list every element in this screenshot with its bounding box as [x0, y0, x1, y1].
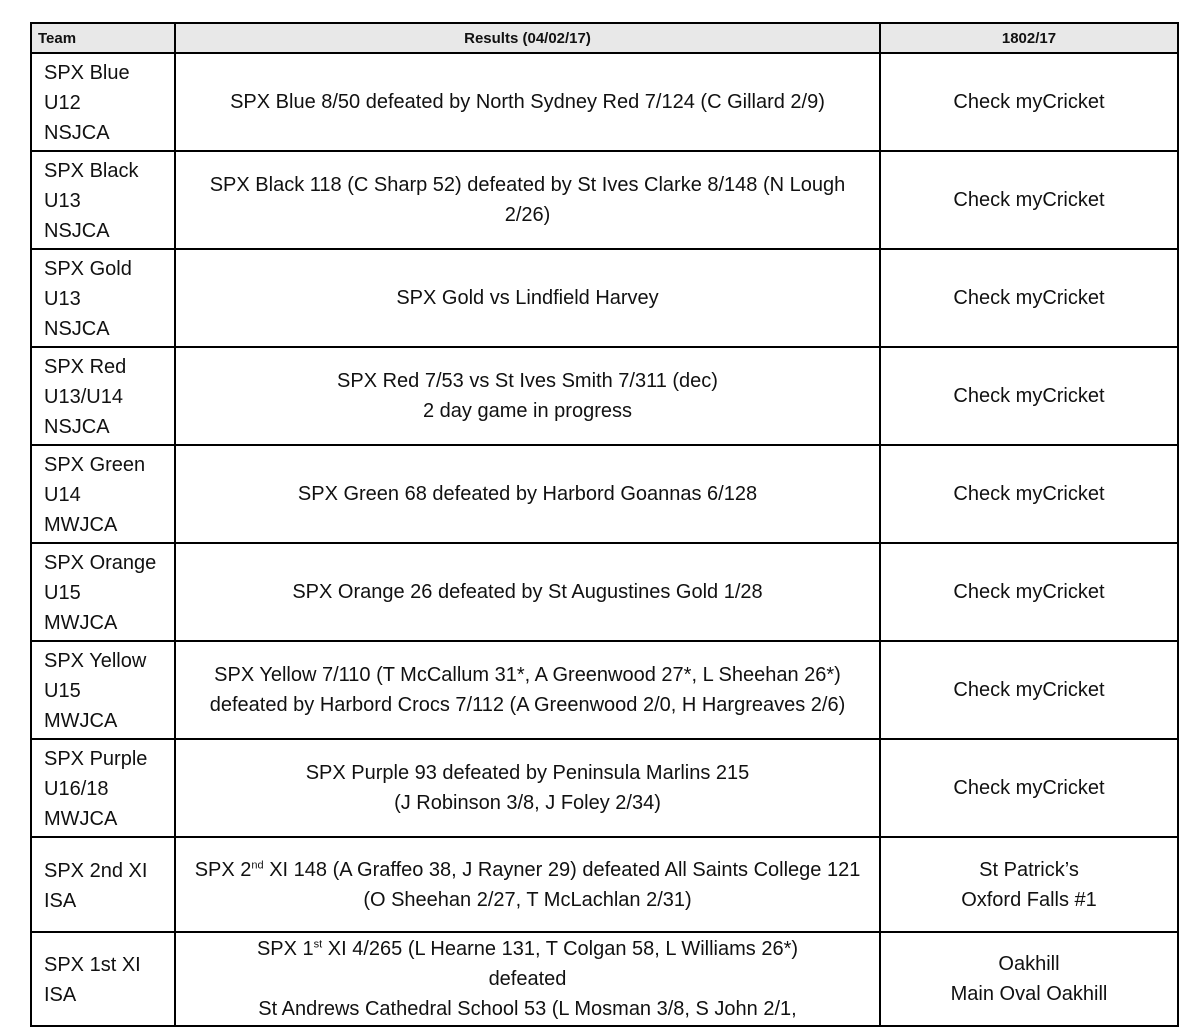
result-prefix: SPX 2	[194, 858, 252, 881]
venue-text: Check myCricket	[953, 483, 1105, 505]
results-table	[30, 22, 1179, 1027]
team-cell	[31, 641, 175, 739]
team-name: SPX Gold	[44, 258, 132, 280]
result-opponent: St Andrews Cathedral School 53 (L Mosman 3/8, S John 2/1,	[258, 998, 797, 1020]
venue-text: Check myCricket	[953, 189, 1105, 211]
venue-name: St Patrick’s	[979, 858, 1079, 881]
team-name: SPX Purple	[44, 748, 148, 770]
team-cell	[31, 151, 175, 249]
venue-cell	[880, 445, 1178, 543]
venue-text: Check myCricket	[953, 91, 1105, 113]
venue-cell	[880, 543, 1178, 641]
next-round-column-header: 1802/17	[880, 23, 1178, 53]
team-association: ISA	[44, 984, 77, 1006]
team-age-group: U14	[44, 484, 81, 506]
team-association: MWJCA	[44, 808, 118, 830]
result-cell	[175, 837, 880, 932]
venue-ground: Main Oval Oakhill	[950, 983, 1108, 1005]
team-cell	[31, 249, 175, 347]
team-name: SPX 1st XI	[44, 954, 141, 976]
team-cell	[31, 347, 175, 445]
results-column-header: Results (04/02/17)	[175, 23, 880, 53]
result-cell	[175, 932, 880, 1026]
venue-cell	[880, 249, 1178, 347]
result-verb: defeated	[488, 968, 567, 990]
venue-cell	[880, 53, 1178, 151]
venue-text: Check myCricket	[953, 385, 1105, 407]
team-name: SPX Blue	[44, 62, 130, 84]
result-bowling: (J Robinson 3/8, J Foley 2/34)	[394, 792, 661, 814]
venue-text: Check myCricket	[953, 777, 1105, 799]
team-cell	[31, 739, 175, 837]
team-association: MWJCA	[44, 710, 118, 732]
team-name: SPX Green	[44, 454, 146, 476]
header-row	[31, 23, 1178, 53]
result-text: SPX Red 7/53 vs St Ives Smith 7/311 (dec)	[337, 370, 718, 392]
team-association: NSJCA	[44, 220, 110, 242]
team-column-header: Team	[31, 23, 175, 53]
team-age-group: U15	[44, 582, 81, 604]
venue-cell	[880, 837, 1178, 932]
result-cell	[175, 641, 880, 739]
venue-cell	[880, 739, 1178, 837]
result-text: SPX Green 68 defeated by Harbord Goannas 6/128	[297, 483, 758, 505]
table-row	[31, 739, 1178, 837]
team-name: SPX Orange	[44, 552, 157, 574]
team-association: NSJCA	[44, 416, 110, 438]
result-text: SPX Blue 8/50 defeated by North Sydney Red 7/124 (C Gillard 2/9)	[230, 91, 825, 113]
table-row	[31, 347, 1178, 445]
team-age-group: U15	[44, 680, 81, 702]
table-row	[31, 641, 1178, 739]
team-association: NSJCA	[44, 122, 110, 144]
team-cell	[31, 445, 175, 543]
result-text: SPX Gold vs Lindfield Harvey	[396, 287, 659, 309]
team-association: ISA	[44, 889, 77, 912]
result-note: 2 day game in progress	[422, 400, 632, 422]
team-name: SPX Red	[44, 356, 127, 378]
result-text: SPX Purple 93 defeated by Peninsula Marlins 215	[305, 762, 750, 784]
result-text	[186, 855, 869, 915]
venue-cell	[880, 151, 1178, 249]
venue-text: Check myCricket	[953, 581, 1105, 603]
result-text: SPX Orange 26 defeated by St Augustines Gold 1/28	[292, 581, 763, 603]
result-cell	[175, 739, 880, 837]
result-rest: XI 148 (A Graffeo 38, J Rayner 29) defeated All Saints College 121 (O Sheehan 2/27, T McLachlan 2/31)	[263, 858, 861, 911]
result-text: SPX Yellow 7/110 (T McCallum 31*, A Greenwood 27*, L Sheehan 26*) defeated by Harbord Crocs 7/112 (A Greenwood 2/0, H Hargreaves 2/6)	[209, 664, 846, 716]
venue-cell	[880, 347, 1178, 445]
team-age-group: U16/18	[44, 778, 109, 800]
team-cell	[31, 543, 175, 641]
result-rest: XI 4/265 (L Hearne 131, T Colgan 58, L Williams 26*)	[322, 938, 799, 960]
venue-text: Check myCricket	[953, 679, 1105, 701]
venue-cell	[880, 932, 1178, 1026]
result-cell	[175, 347, 880, 445]
team-name: SPX Black	[44, 160, 139, 182]
result-cell	[175, 249, 880, 347]
result-prefix: SPX 1	[256, 938, 314, 960]
team-age-group: U12	[44, 92, 81, 114]
result-cell	[175, 445, 880, 543]
table-row	[31, 445, 1178, 543]
table-row	[31, 53, 1178, 151]
venue-cell	[880, 641, 1178, 739]
table-row	[31, 543, 1178, 641]
team-cell	[31, 837, 175, 932]
team-association: NSJCA	[44, 318, 110, 340]
result-cell	[175, 53, 880, 151]
table-row	[31, 932, 1178, 1026]
table-row	[31, 837, 1178, 932]
team-age-group: U13	[44, 190, 81, 212]
team-association: MWJCA	[44, 612, 118, 634]
team-name: SPX Yellow	[44, 650, 147, 672]
table-row	[31, 151, 1178, 249]
team-name: SPX 2nd XI	[44, 859, 148, 882]
result-text: SPX Black 118 (C Sharp 52) defeated by St Ives Clarke 8/148 (N Lough 2/26)	[209, 174, 846, 226]
venue-text: Check myCricket	[953, 287, 1105, 309]
result-cell	[175, 543, 880, 641]
team-association: MWJCA	[44, 514, 118, 536]
team-cell	[31, 932, 175, 1026]
venue-name: Oakhill	[998, 953, 1060, 975]
team-cell	[31, 53, 175, 151]
team-age-group: U13	[44, 288, 81, 310]
result-text	[186, 934, 869, 964]
table-row	[31, 249, 1178, 347]
venue-ground: Oxford Falls #1	[961, 888, 1097, 911]
team-age-group: U13/U14	[44, 386, 123, 408]
ordinal-suffix: st	[313, 938, 323, 951]
result-cell	[175, 151, 880, 249]
ordinal-suffix: nd	[251, 858, 264, 871]
